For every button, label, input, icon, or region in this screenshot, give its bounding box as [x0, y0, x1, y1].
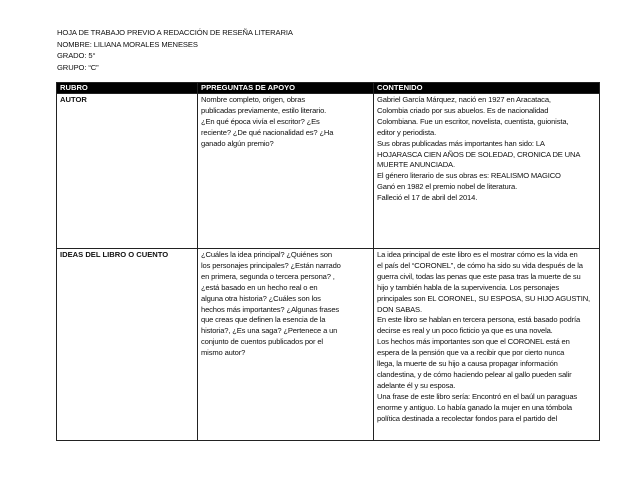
autor-content-line: HOJARASCA CIEN AÑOS DE SOLEDAD, CRONICA DE UNA [377, 149, 581, 159]
autor-content-line: Colombiana. Fue un escritor, novelista, cuentista, guionista, [377, 116, 569, 126]
table-header-row [57, 83, 600, 94]
student-name: NOMBRE: LILIANA MORALES MENESES [57, 39, 198, 49]
autor-content-line: Gabriel García Márquez, nació en 1927 en Aracataca, [377, 95, 551, 104]
autor-question-line: reciente? ¿De qué nacionalidad es? ¿Ha [201, 127, 334, 137]
ideas-content-line: principales son EL CORONEL, SU ESPOSA, SU HIJO AGUSTIN, [377, 293, 591, 303]
ideas-question-line: ¿está basado en un hecho real o en [201, 282, 318, 292]
ideas-content-cell [374, 249, 600, 441]
row-label-autor: AUTOR [57, 94, 198, 249]
document-header [57, 27, 293, 73]
ideas-content-line: La idea principal de este libro es el mostrar cómo es la vida en [377, 250, 578, 259]
ideas-question-line: alguna otra historia? ¿Cuáles son los [201, 293, 321, 303]
table-row-autor [57, 94, 600, 249]
table-row-ideas [57, 249, 600, 441]
column-header-preguntas: PPREGUNTAS DE APOYO [198, 83, 374, 94]
column-header-contenido: CONTENIDO [374, 83, 600, 94]
ideas-content-line: Los hechos más importantes son que el CORONEL está en [377, 337, 570, 347]
ideas-question-line: en primera, segunda o tercera persona? , [201, 271, 335, 281]
autor-content-line: MUERTE ANUNCIADA. [377, 160, 455, 170]
autor-content-line: Falleció el 17 de abril del 2014. [377, 193, 478, 203]
ideas-content-line: Una frase de este libro sería: Encontró en el baúl un paraguas [377, 391, 578, 401]
ideas-content-line: En este libro se hablan en tercera persona, está basado podría [377, 315, 581, 325]
ideas-content-line: clandestina, y de cómo haciendo pelear al gallo pueden salir [377, 369, 572, 379]
column-header-rubro: RUBRO [57, 83, 198, 94]
ideas-content-line: el país del “CORONEL”, de cómo ha sido su vida después de la [377, 260, 583, 270]
autor-questions-cell [198, 94, 374, 249]
ideas-questions-cell [198, 249, 374, 441]
ideas-question-line: historia?, ¿Es una saga? ¿Pertenece a un [201, 326, 338, 336]
autor-question-line: publicadas previamente, estilo literario. [201, 105, 327, 115]
ideas-question-line: los personajes principales? ¿Están narrado [201, 260, 341, 270]
autor-question-line: Nombre completo, origen, obras [201, 95, 305, 104]
ideas-content-line: espera de la pensión que va a recibir que por cierto nunca [377, 348, 565, 358]
ideas-content-line: DON SABAS. [377, 304, 422, 314]
ideas-question-line: que creas que definen la esencia de la [201, 315, 326, 325]
autor-content-line: El género literario de sus obras es: REALISMO MAGICO [377, 171, 561, 181]
row-label-ideas: IDEAS DEL LIBRO O CUENTO [57, 249, 198, 441]
autor-content-line: editor y periodista. [377, 127, 437, 137]
ideas-content-line: política destinada a recolectar fondos para el partido del [377, 413, 557, 423]
autor-content-line: Colombia criado por sus abuelos. Es de nacionalidad [377, 105, 549, 115]
ideas-content-line: guerra civil, todas las penas que este pasa tras la muerte de su [377, 271, 581, 281]
autor-content-line: Ganó en 1982 el premio nobel de literatura. [377, 182, 518, 192]
ideas-content-line: decirse es real y un poco ficticio ya que es una novela. [377, 326, 553, 336]
ideas-question-line: ¿Cuáles la idea principal? ¿Quiénes son [201, 250, 332, 259]
ideas-content-line: enorme y antiguo. Lo había ganado la mujer en una tómbola [377, 402, 572, 412]
autor-question-line: ¿En qué época vivía el escritor? ¿Es [201, 116, 320, 126]
ideas-question-line: conjunto de cuentos publicados por el [201, 337, 323, 347]
ideas-content-line: llega, la muerte de su hijo a causa propagar información [377, 359, 558, 369]
student-grade: GRADO: 5° [57, 51, 96, 60]
autor-question-line: ganado algún premio? [201, 138, 274, 148]
ideas-question-line: mismo autor? [201, 348, 246, 358]
review-worksheet-table [56, 82, 600, 441]
autor-content-line: Sus obras publicadas más importantes han sido: LA [377, 138, 545, 148]
autor-content-cell [374, 94, 600, 249]
student-group: GRUPO: “C” [57, 62, 99, 72]
ideas-content-line: adelante él y su esposa. [377, 380, 456, 390]
worksheet-title: HOJA DE TRABAJO PREVIO A REDACCIÓN DE RESEÑA LITERARIA [57, 28, 293, 37]
ideas-content-line: hijo y también habla de la supervivencia. Los personajes [377, 282, 559, 292]
ideas-question-line: hechos más importantes? ¿Algunas frases [201, 304, 340, 314]
